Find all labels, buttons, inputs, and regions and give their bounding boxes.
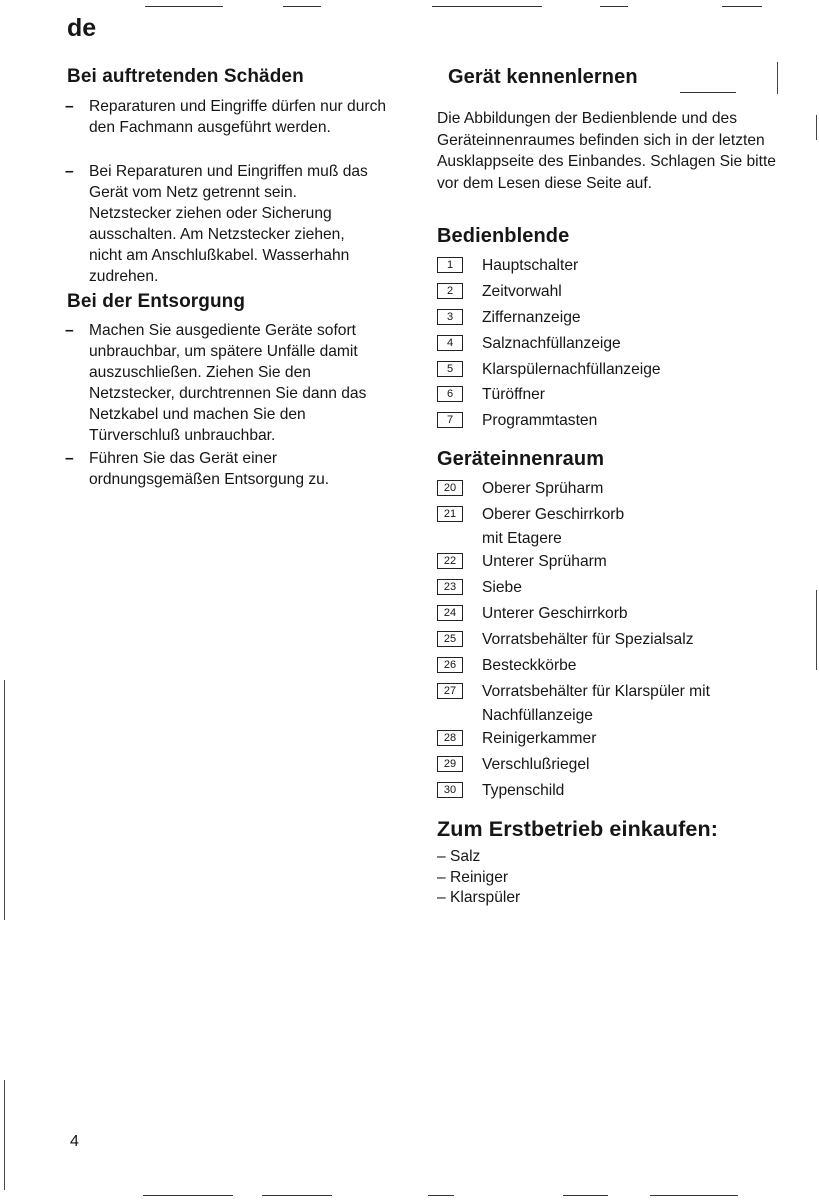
- top-rule: [283, 6, 321, 7]
- disposal-item: – Führen Sie das Gerät einer ordnungsgemäßen Entsorgung zu.: [65, 450, 330, 488]
- shopping-heading: Zum Erstbetrieb einkaufen:: [437, 817, 718, 841]
- scan-edge-line: [4, 1080, 5, 1190]
- intro-text: Die Abbildungen der Bedienblende und des Geräteinnenraumes befinden sich in der letzten Ausklappseite des Einbandes. Schlagen Sie bitte vor dem Lesen diese Seite auf.: [437, 110, 776, 192]
- page-number: 4: [70, 1133, 79, 1150]
- heading-underline: [680, 92, 736, 93]
- scan-edge-line: [4, 680, 5, 920]
- shopping-item: – Klarspüler: [437, 889, 521, 906]
- bottom-rule: [143, 1195, 233, 1196]
- panel-heading: Bedienblende: [437, 225, 570, 247]
- bottom-rule: [428, 1195, 454, 1196]
- scan-edge-line: [816, 590, 817, 670]
- language-marker: de: [67, 14, 97, 42]
- bottom-rule: [262, 1195, 332, 1196]
- heading-frame-line: [777, 62, 778, 94]
- top-rule: [432, 6, 542, 7]
- damage-item: – Reparaturen und Eingriffe dürfen nur durch den Fachmann ausgeführt werden.: [65, 98, 387, 136]
- top-rule: [722, 6, 762, 7]
- disposal-heading: Bei der Entsorgung: [67, 291, 246, 312]
- bottom-rule: [650, 1195, 738, 1196]
- damage-heading: Bei auftretenden Schäden: [67, 66, 304, 87]
- shopping-item: – Salz: [437, 848, 481, 865]
- top-rule: [145, 6, 223, 7]
- top-rule: [600, 6, 628, 7]
- scan-edge-line: [816, 115, 817, 140]
- shopping-item: – Reiniger: [437, 869, 509, 886]
- intro-heading: Gerät kennenlernen: [448, 66, 638, 88]
- disposal-item: – Machen Sie ausgediente Geräte sofort unbrauchbar, um spätere Unfälle damit auszuschließen. Ziehen Sie den Netzstecker, durchtrennen Sie dann das Netzkabel und machen Sie den Türverschluß unbrauchbar.: [65, 322, 367, 444]
- damage-item: – Bei Reparaturen und Eingriffen muß das Gerät vom Netz getrennt sein. Netzstecker ziehen oder Sicherung ausschalten. Am Netzstecker ziehen, nicht am Anschlußkabel. Wasserhahn zudrehen.: [65, 163, 368, 285]
- interior-heading: Geräteinnenraum: [437, 448, 605, 470]
- bottom-rule: [563, 1195, 608, 1196]
